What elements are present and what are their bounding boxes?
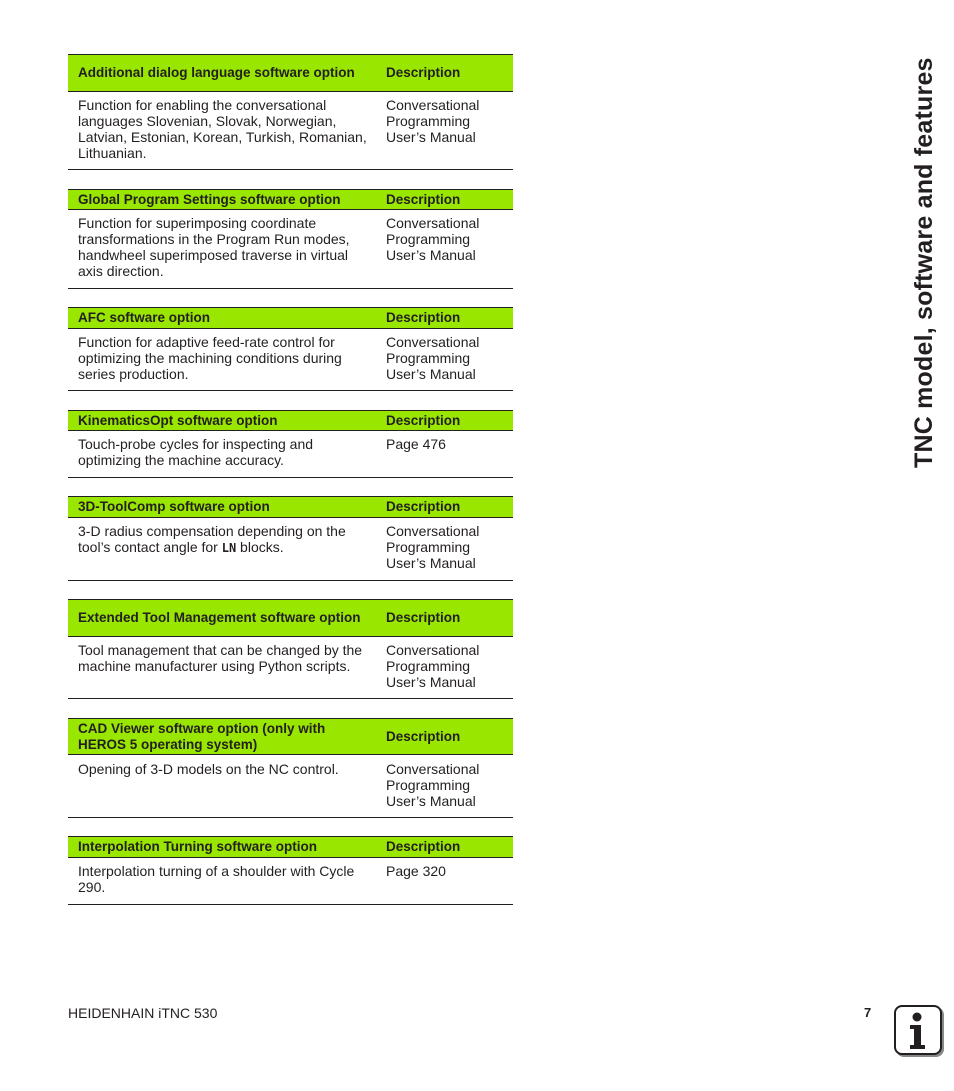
table-header [68, 410, 513, 431]
option-reference: Page 476 [386, 436, 446, 452]
option-reference: Conversational Programming User’s Manual [386, 215, 480, 263]
option-name: Additional dialog language software option [78, 65, 355, 80]
table-row [68, 755, 513, 818]
page-number: 7 [864, 1005, 872, 1020]
option-reference: Conversational Programming User’s Manual [386, 334, 480, 382]
chapter-title-text: TNC model, software and features [910, 57, 938, 468]
table-row [68, 92, 513, 170]
table-header [68, 189, 513, 210]
option-name: Interpolation Turning software option [78, 839, 317, 854]
option-description: Interpolation turning of a shoulder with Cycle 290. [78, 863, 355, 895]
description-header: Description [386, 610, 461, 625]
option-reference: Conversational Programming User’s Manual [386, 97, 480, 145]
description-header: Description [386, 728, 461, 744]
description-text-after: blocks. [236, 539, 284, 555]
option-description: Function for adaptive feed-rate control for optimizing the machining conditions during series production. [78, 334, 342, 382]
option-table-kinematicsopt [68, 410, 513, 478]
option-name: AFC software option [78, 310, 210, 325]
table-header [68, 836, 513, 858]
option-table-afc [68, 307, 513, 391]
description-header: Description [386, 310, 461, 325]
option-description: Touch-probe cycles for inspecting and optimizing the machine accuracy. [78, 436, 314, 468]
option-table-global-program-settings [68, 189, 513, 289]
description-header: Description [386, 839, 461, 854]
option-name: Global Program Settings software option [78, 191, 341, 207]
table-header [68, 496, 513, 518]
table-row [68, 858, 513, 905]
table-row [68, 518, 513, 581]
table-row [68, 329, 513, 391]
ln-code: LN [221, 541, 237, 555]
description-header: Description [386, 65, 461, 80]
description-header: Description [386, 412, 461, 428]
description-header: Description [386, 191, 461, 207]
option-description: Function for enabling the conversational languages Slovenian, Slovak, Norwegian, Latvian, Estonian, Korean, Turkish, Romanian, Lithuanian. [78, 97, 367, 161]
option-name: 3D-ToolComp software option [78, 499, 270, 514]
table-header [68, 307, 513, 329]
table-row [68, 210, 513, 289]
option-name: KinematicsOpt software option [78, 412, 278, 428]
option-description: Tool management that can be changed by the machine manufacturer using Python scripts. [78, 642, 363, 674]
option-table-interpolation-turning [68, 836, 513, 905]
option-reference: Conversational Programming User’s Manual [386, 523, 480, 571]
option-name: CAD Viewer software option (only with HEROS 5 operating system) [78, 720, 326, 752]
table-row [68, 431, 513, 478]
option-table-3d-toolcomp [68, 496, 513, 581]
table-row [68, 637, 513, 699]
option-reference: Conversational Programming User’s Manual [386, 761, 480, 809]
sidebar-chapter-title [894, 0, 954, 520]
option-name: Extended Tool Management software option [78, 610, 361, 625]
option-table-cad-viewer [68, 718, 513, 818]
footer-product-name: HEIDENHAIN iTNC 530 [68, 1005, 218, 1021]
table-header [68, 718, 513, 755]
option-reference: Conversational Programming User’s Manual [386, 642, 480, 690]
option-description: Opening of 3-D models on the NC control. [78, 761, 339, 777]
info-icon-glyph [896, 1007, 940, 1053]
table-header [68, 599, 513, 637]
option-description [68, 523, 376, 580]
description-header: Description [386, 499, 461, 514]
table-header [68, 54, 513, 92]
option-table-dialog-language [68, 54, 513, 170]
info-icon [894, 1005, 942, 1055]
description-text-before: 3-D radius compensation depending on the tool’s contact angle for [78, 523, 346, 555]
option-table-extended-tool-management [68, 599, 513, 699]
option-description: Function for superimposing coordinate transformations in the Program Run modes, handwheel superimposed traverse in virtual axis direction. [78, 215, 350, 279]
option-reference: Page 320 [386, 863, 446, 879]
